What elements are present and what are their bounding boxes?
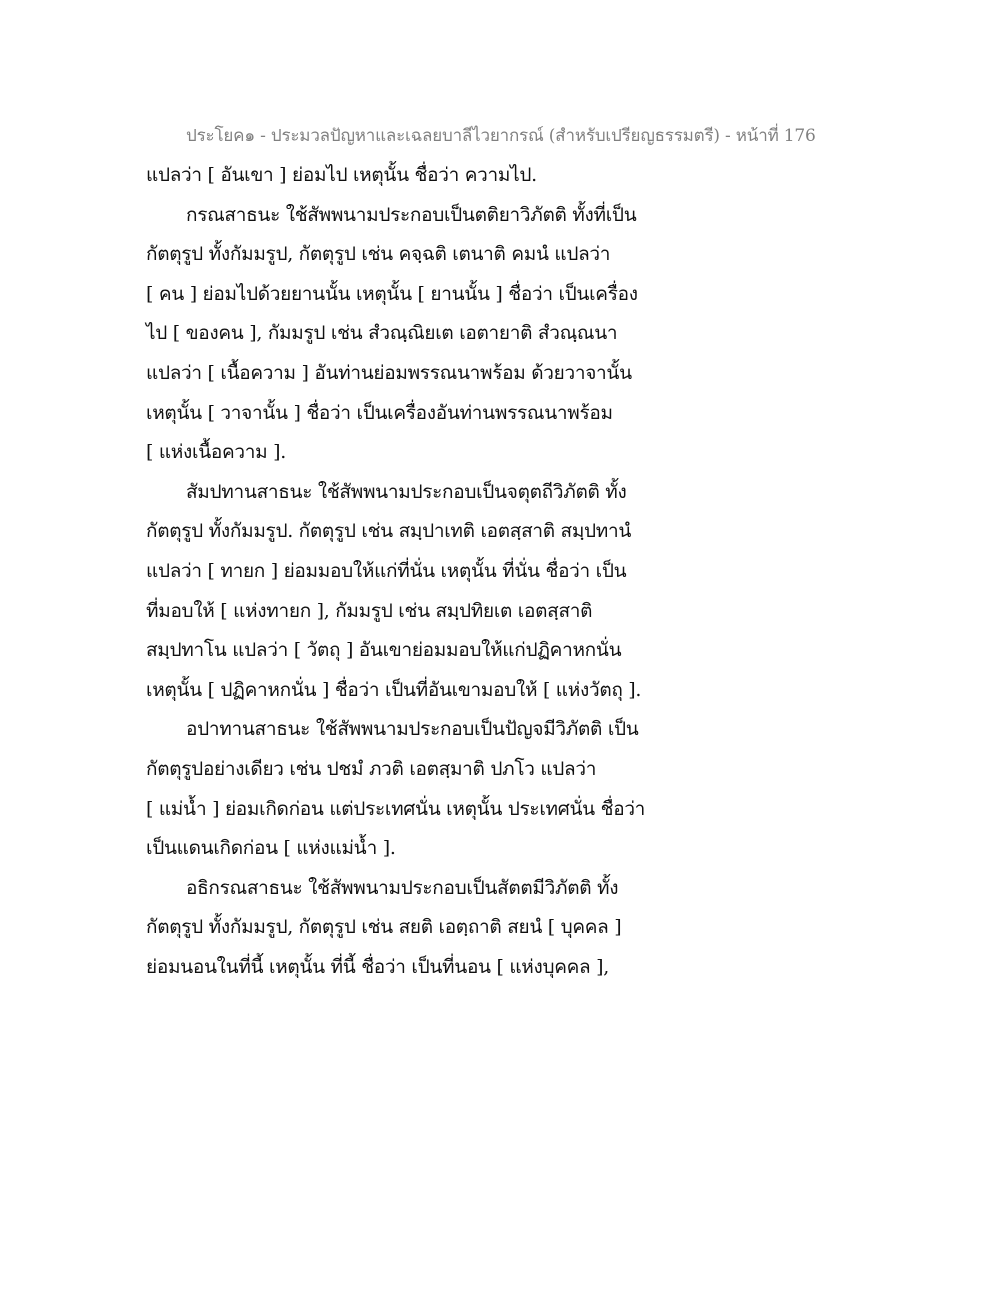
text-line: กัตตุรูป ทั้งกัมมรูป, กัตตุรูป เช่น สยติ เอตฺถาติ สยนํ [ บุคคล ] (146, 916, 622, 939)
text-line: ย่อมนอนในที่นี้ เหตุนั้น ที่นี้ ชื่อว่า เป็นที่นอน [ แห่งบุคคล ], (146, 955, 609, 978)
text-line: เหตุนั้น [ ปฏิคาหกนั่น ] ชื่อว่า เป็นที่อันเขามอบให้ [ แห่งวัตถุ ]. (146, 678, 642, 701)
text-line: ที่มอบให้ [ แห่งทายก ], กัมมรูป เช่น สมฺปทิยเต เอตสฺสาติ (146, 599, 593, 622)
text-line: กัตตุรูป ทั้งกัมมรูป, กัตตุรูป เช่น คจฺฉติ เตนาติ คมนํ แปลว่า (146, 243, 611, 266)
text-line: กัตตุรูป ทั้งกัมมรูป. กัตตุรูป เช่น สมฺปาเทติ เอตสฺสาติ สมฺปทานํ (146, 520, 632, 543)
paragraph-start-line: อธิกรณสาธนะ ใช้สัพพนามประกอบเป็นสัตตมีวิภัตติ ทั้ง (186, 876, 619, 899)
text-line: แปลว่า [ ทายก ] ย่อมมอบให้แก่ที่นั่น เหตุนั้น ที่นั่น ชื่อว่า เป็น (146, 559, 627, 582)
body-text (146, 156, 676, 987)
text-line: เป็นแดนเกิดก่อน [ แห่งแม่น้ำ ]. (146, 837, 396, 860)
paragraph-start-line: กรณสาธนะ ใช้สัพพนามประกอบเป็นตติยาวิภัตติ ทั้งที่เป็น (186, 203, 637, 226)
text-line: แปลว่า [ เนื้อความ ] อันท่านย่อมพรรณนาพร้อม ด้วยวาจานั้น (146, 361, 632, 384)
text-line: สมฺปทาโน แปลว่า [ วัตถุ ] อันเขาย่อมมอบให้แก่ปฏิคาหกนั่น (146, 639, 622, 662)
text-line: แปลว่า [ อันเขา ] ย่อมไป เหตุนั้น ชื่อว่า ความไป. (146, 164, 537, 186)
text-line: [ แม่น้ำ ] ย่อมเกิดก่อน แต่ประเทศนั่น เหตุนั้น ประเทศนั่น ชื่อว่า (146, 797, 646, 820)
running-header: ประโยค๑ - ประมวลปัญหาและเฉลยบาลีไวยากรณ์ (สำหรับเปรียญธรรมตรี) - หน้าที่ 176 (186, 126, 816, 146)
paragraph-start-line: อปาทานสาธนะ ใช้สัพพนามประกอบเป็นปัญจมีวิภัตติ เป็น (186, 718, 639, 741)
text-line: ไป [ ของคน ], กัมมรูป เช่น สํวณฺณิยเต เอตายาติ สํวณฺณนา (146, 322, 618, 345)
text-line: [ คน ] ย่อมไปด้วยยานนั้น เหตุนั้น [ ยานนั้น ] ชื่อว่า เป็นเครื่อง (146, 282, 638, 305)
paragraph-start-line: สัมปทานสาธนะ ใช้สัพพนามประกอบเป็นจตุตถีวิภัตติ ทั้ง (186, 480, 627, 503)
text-line: [ แห่งเนื้อความ ]. (146, 441, 286, 464)
text-line: เหตุนั้น [ วาจานั้น ] ชื่อว่า เป็นเครื่องอันท่านพรรณนาพร้อม (146, 401, 613, 424)
text-line: กัตตุรูปอย่างเดียว เช่น ปชมํ ภวติ เอตสฺมาติ ปภโว แปลว่า (146, 757, 597, 780)
